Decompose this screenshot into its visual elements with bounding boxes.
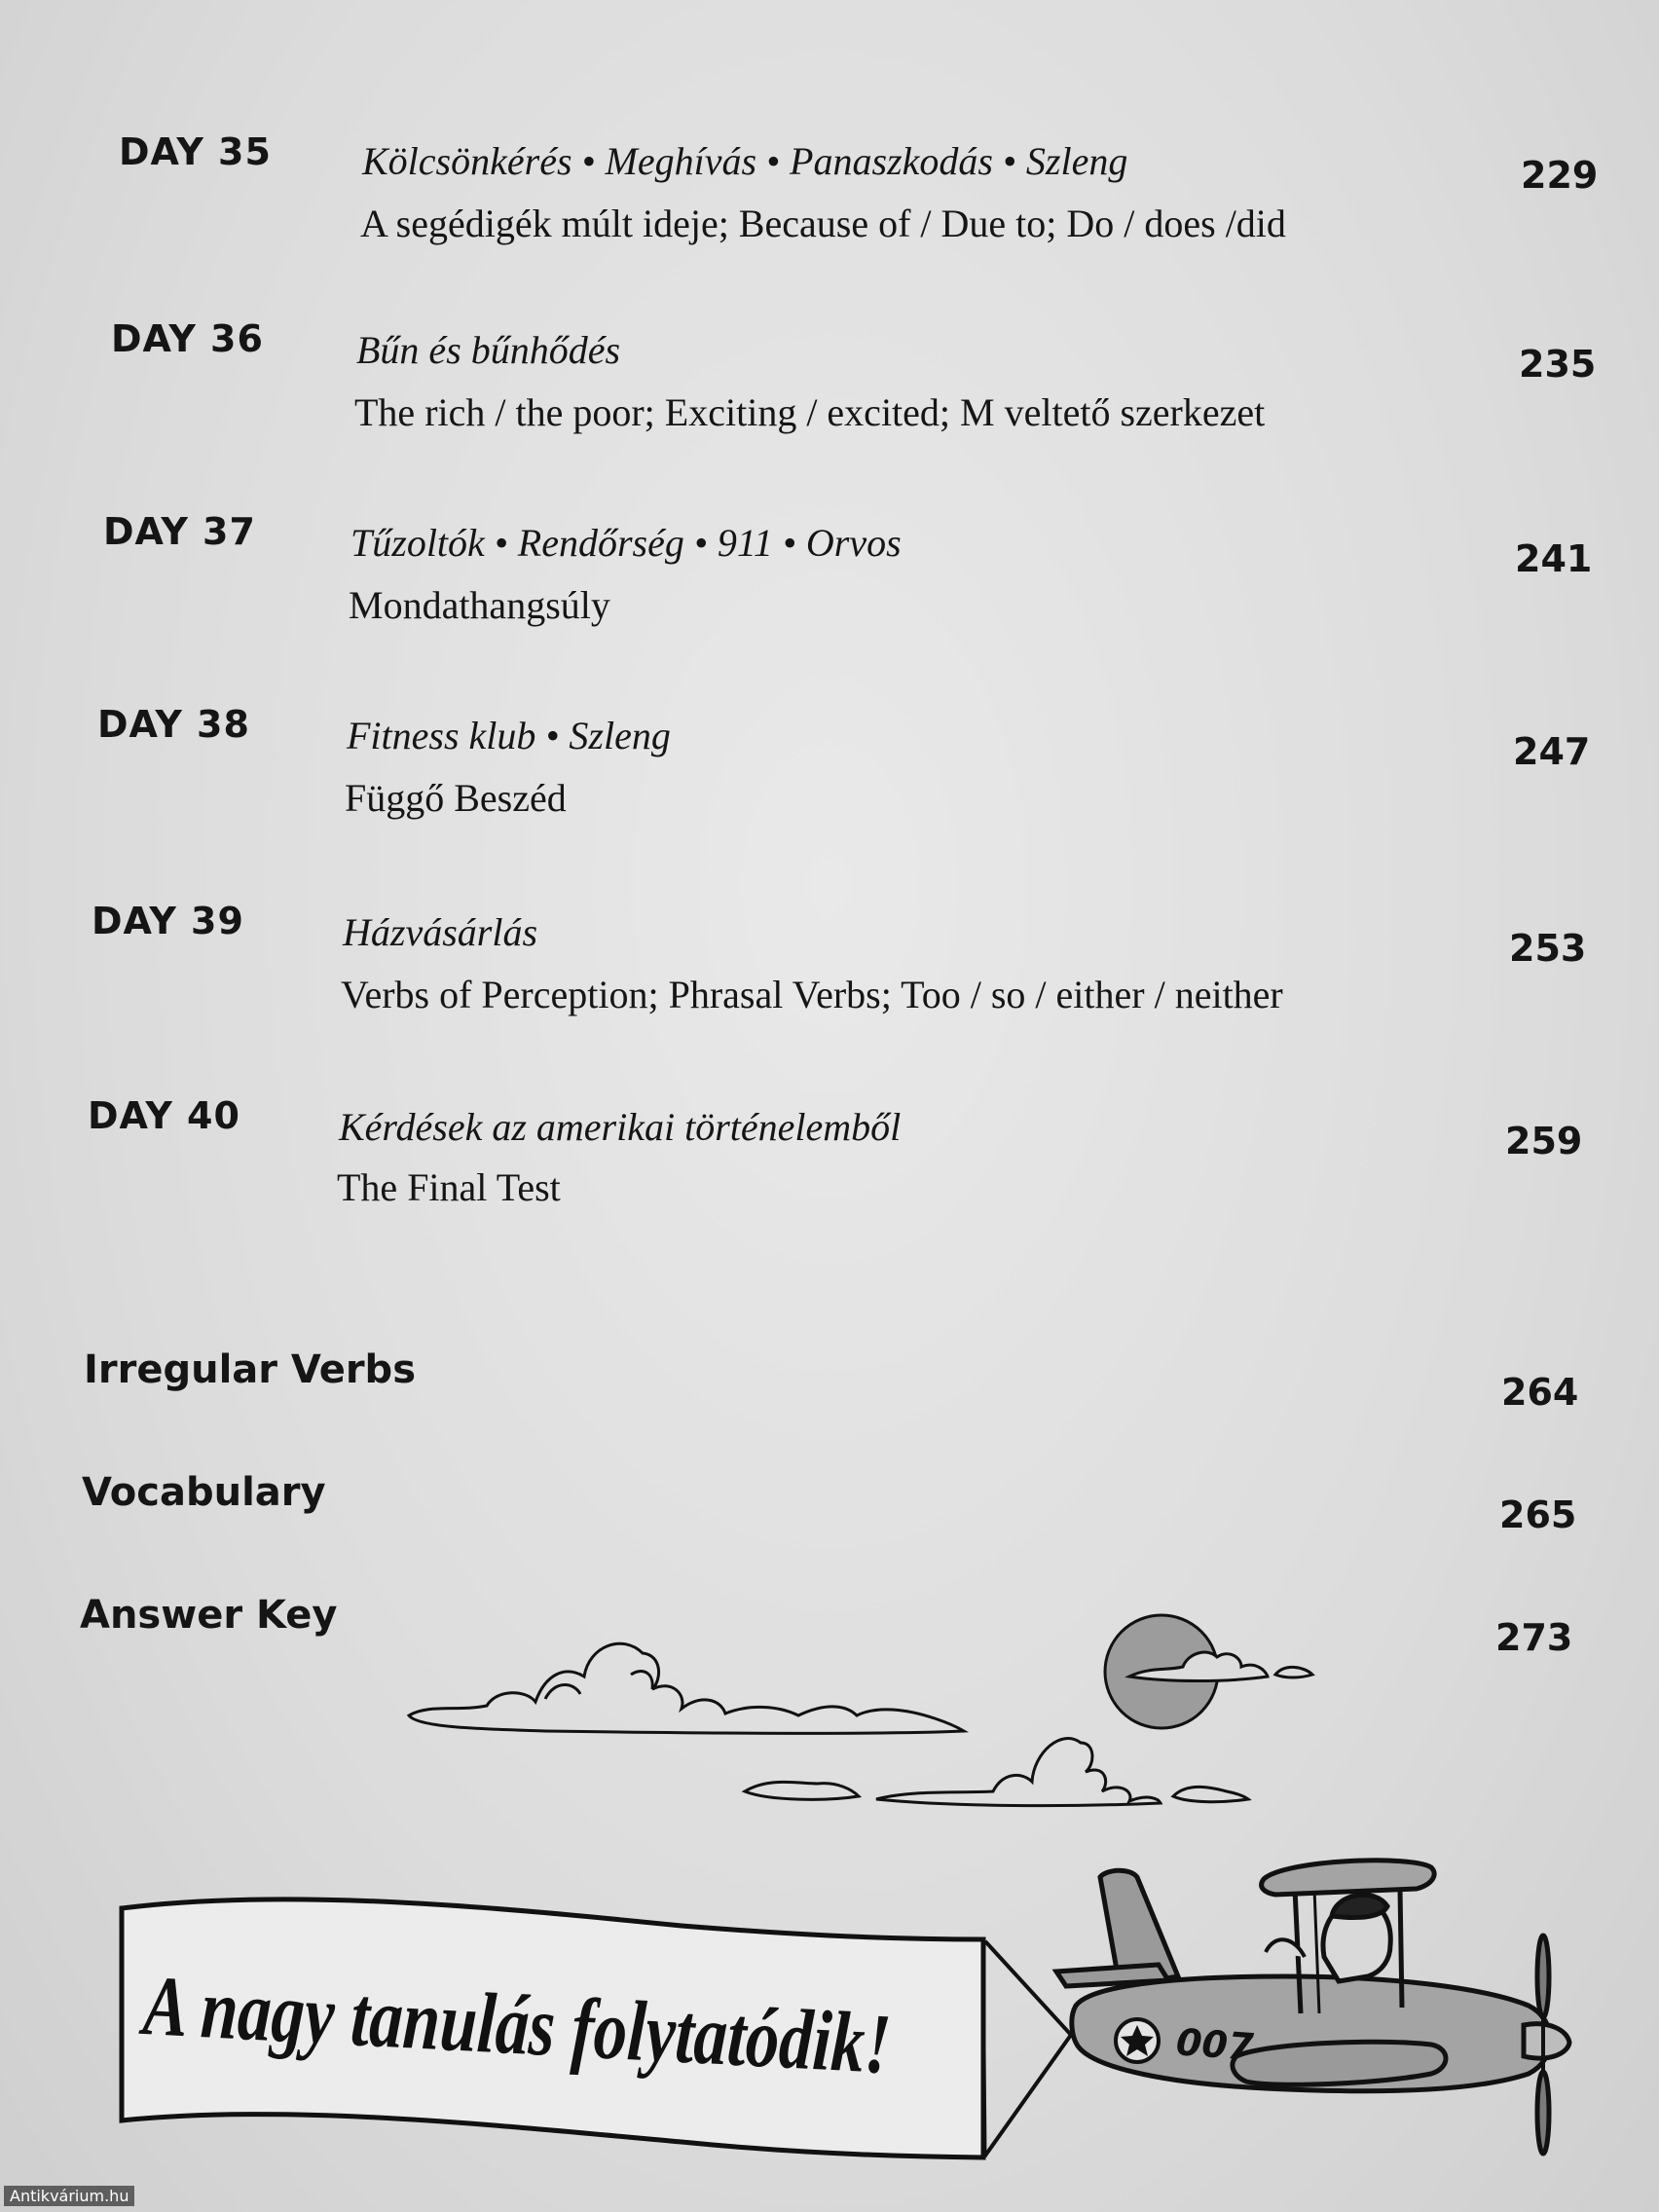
plane-label: 007 (1174, 2020, 1255, 2069)
section-title: Irregular Verbs (84, 1347, 416, 1392)
page-number: 235 (1519, 343, 1597, 386)
section-title: Answer Key (80, 1593, 338, 1638)
page-number: 273 (1495, 1616, 1573, 1659)
page-number: 229 (1521, 154, 1599, 197)
topics: Kérdések az amerikai történelemből (339, 1105, 902, 1149)
day-label: DAY 35 (119, 130, 272, 173)
banner-text: A nagy tanulás folytatódik! (140, 1958, 894, 2093)
grammar: Függő Beszéd (345, 776, 567, 820)
grammar: The Final Test (337, 1165, 561, 1209)
topics: Házvásárlás (343, 910, 538, 954)
page-number: 259 (1505, 1120, 1583, 1162)
grammar: Verbs of Perception; Phrasal Verbs; Too / so / either / neither (341, 973, 1283, 1016)
page-number: 264 (1501, 1371, 1579, 1414)
airplane-icon (1056, 1861, 1569, 2154)
grammar: Mondathangsúly (349, 583, 610, 627)
day-label: DAY 36 (111, 317, 264, 360)
day-label: DAY 38 (97, 703, 250, 746)
topics: Tűzoltók • Rendőrség • 911 • Orvos (350, 521, 902, 565)
page-number: 265 (1499, 1493, 1577, 1536)
cloud-icon (745, 1739, 1248, 1806)
page-number: 247 (1513, 730, 1591, 773)
watermark: Antikvárium.hu (4, 2186, 134, 2206)
topics: Kölcsönkérés • Meghívás • Panaszkodás • Szleng (362, 139, 1128, 183)
topics: Bűn és bűnhődés (356, 328, 621, 372)
section-title: Vocabulary (82, 1470, 326, 1515)
grammar: The rich / the poor; Exciting / excited; M veltető szerkezet (354, 390, 1266, 434)
day-label: DAY 39 (92, 900, 244, 942)
cloud-icon (409, 1643, 964, 1733)
day-label: DAY 37 (103, 510, 256, 553)
day-label: DAY 40 (88, 1094, 240, 1137)
page-number: 253 (1509, 927, 1587, 970)
page-number: 241 (1515, 537, 1593, 580)
topics: Fitness klub • Szleng (347, 714, 671, 757)
grammar: A segédigék múlt ideje; Because of / Due to; Do / does /did (360, 202, 1286, 245)
